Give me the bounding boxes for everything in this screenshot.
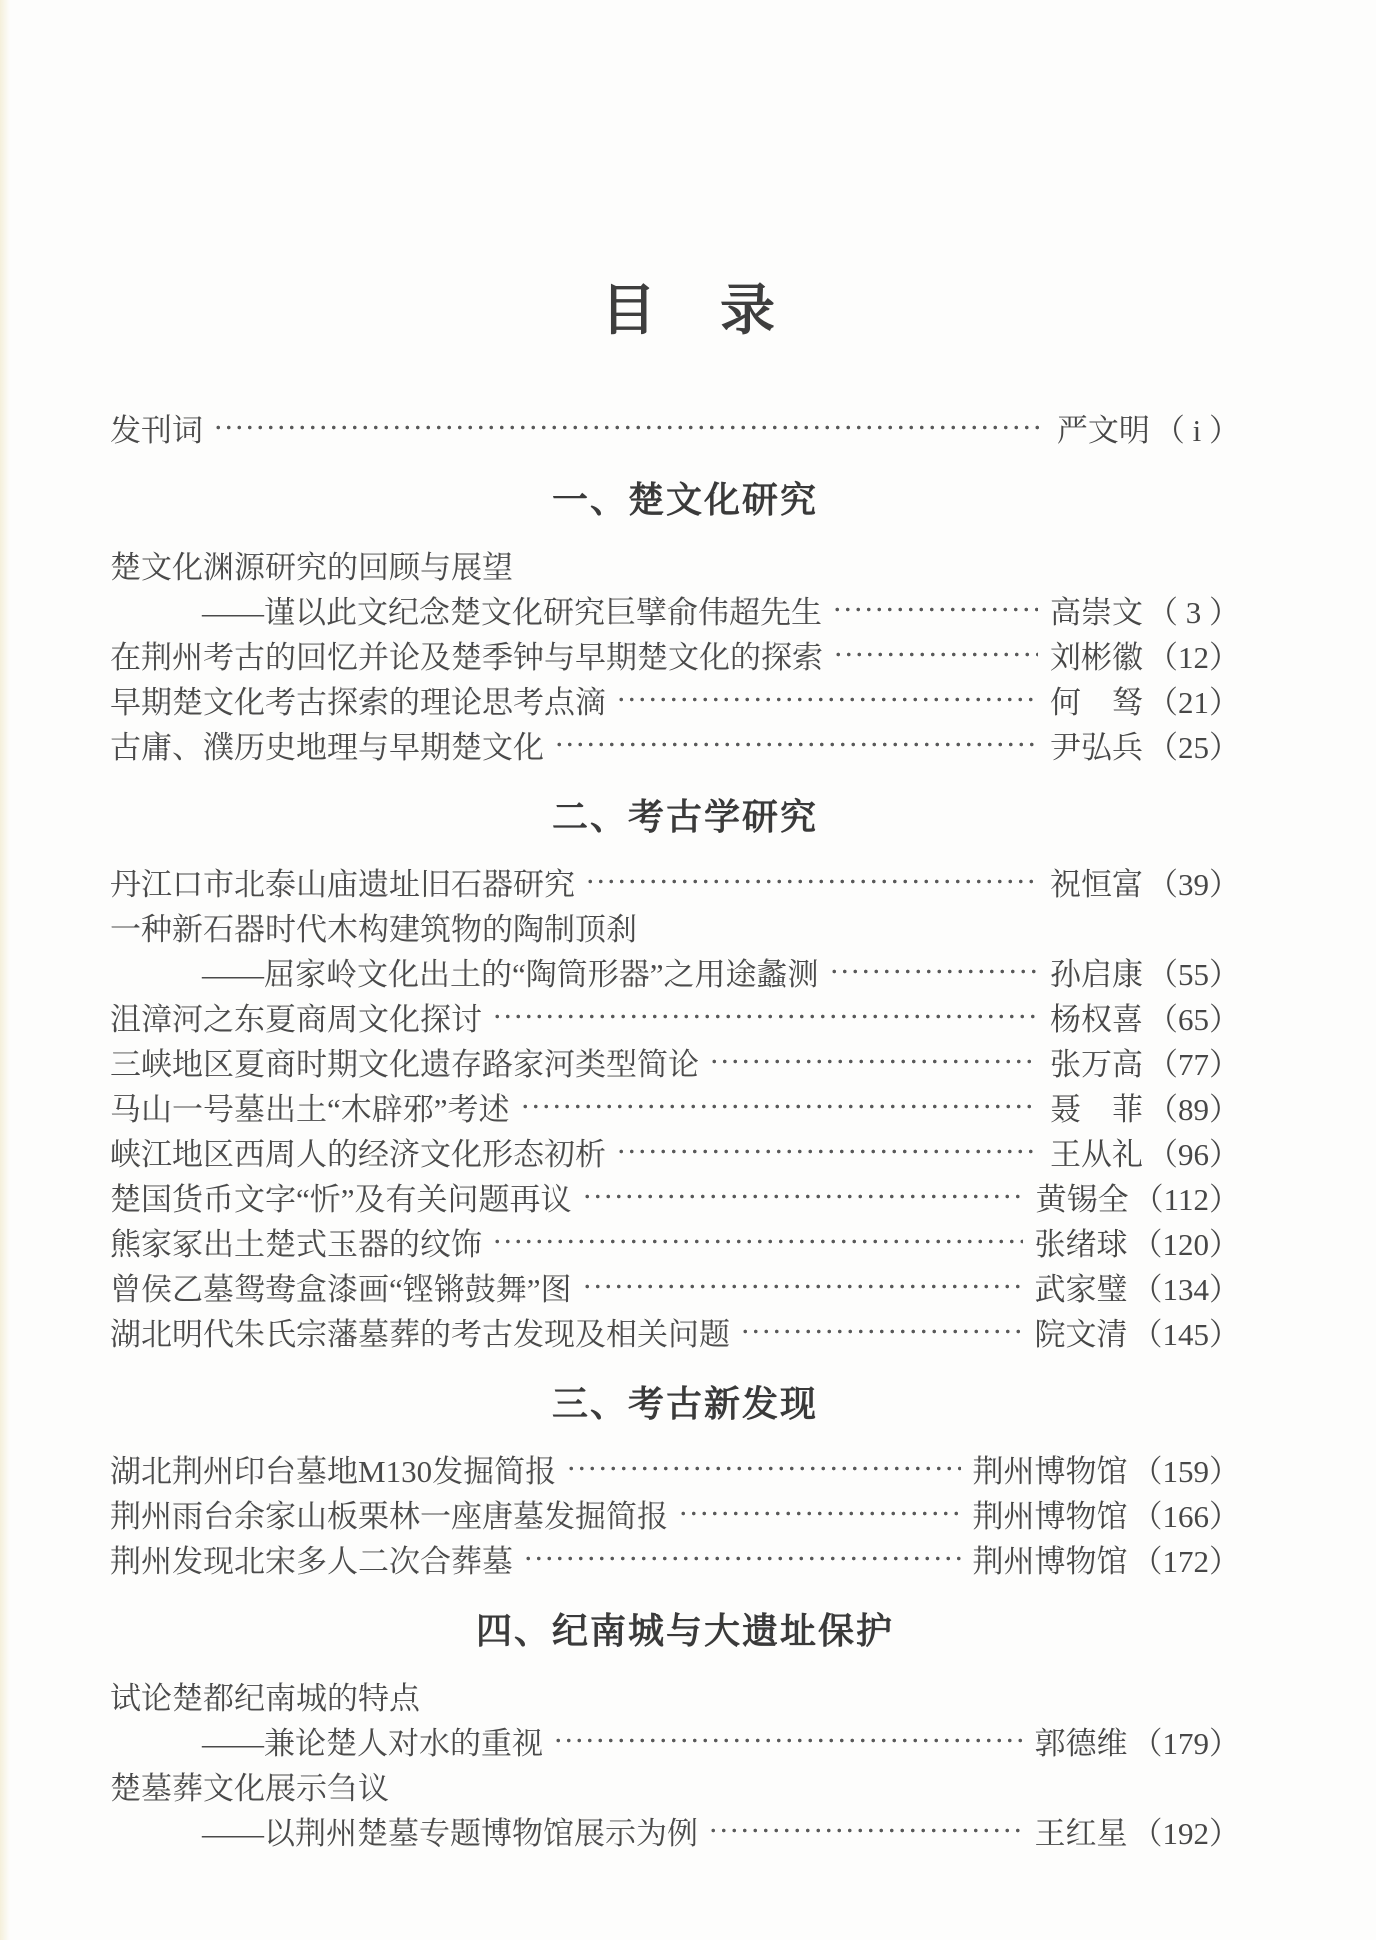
entry-ref (1035, 1264, 1241, 1309)
entry-subtitle: ——屈家岭文化出土的“陶筒形器”之用途蠡测 (202, 957, 819, 992)
entry-ref (973, 1536, 1241, 1581)
entry-subtitle: ——兼论楚人对水的重视 (202, 1726, 543, 1761)
entry-author: 荆州博物馆 (972, 1544, 1128, 1579)
dot-leader (518, 1084, 1038, 1129)
toc-entry (110, 1536, 1240, 1581)
entry-ref (1050, 1084, 1240, 1129)
entry-page-number: （21） (1147, 685, 1240, 720)
entry-author: 张万高 (1050, 1047, 1143, 1082)
toc-entry-title-line (110, 1763, 1240, 1808)
entry-title: 峡江地区西周人的经济文化形态初析 (110, 1137, 606, 1172)
dot-leader (552, 722, 1038, 767)
toc-entry (110, 1491, 1240, 1536)
dot-leader (706, 1808, 1023, 1853)
dot-leader (738, 1309, 1023, 1354)
entry-page-number: （65） (1147, 1002, 1240, 1037)
entry-title: 湖北荆州印台墓地M130发掘简报 (110, 1454, 557, 1489)
entry-title: 荆州雨台余家山板栗林一座唐墓发掘简报 (110, 1499, 668, 1534)
entry-ref (1050, 587, 1240, 632)
entry-subtitle: ——谨以此文纪念楚文化研究巨擘俞伟超先生 (202, 595, 822, 630)
entry-ref (1035, 1309, 1241, 1354)
entry-author: 聂 菲 (1050, 1092, 1143, 1127)
entry-title: 三峡地区夏商时期文化遗存路家河类型简论 (110, 1047, 699, 1082)
entry-page-number: （159） (1131, 1454, 1240, 1489)
entry-title: 一种新石器时代木构建筑物的陶制顶刹 (110, 912, 637, 947)
entry-author: 严文明 (1056, 413, 1150, 448)
entry-author: 王从礼 (1050, 1137, 1143, 1172)
entry-author: 荆州博物馆 (972, 1499, 1128, 1534)
toc-entry (110, 859, 1240, 904)
entry-title: 曾侯乙墓鸳鸯盒漆画“铿锵鼓舞”图 (110, 1272, 572, 1307)
entry-ref (1035, 1219, 1241, 1264)
entry-page-number: （179） (1131, 1726, 1240, 1761)
section-heading-2: 二、考古学研究 (551, 796, 818, 837)
entry-page-number: （55） (1147, 957, 1240, 992)
entry-ref (973, 1491, 1241, 1536)
entry-title: 楚文化渊源研究的回顾与展望 (110, 550, 513, 585)
dot-leader (830, 587, 1038, 632)
section-heading-1: 一、楚文化研究 (551, 479, 818, 520)
toc-entry-title-line (110, 1673, 1240, 1718)
entry-title: 丹江口市北泰山庙遗址旧石器研究 (110, 867, 575, 902)
entry-title: 马山一号墓出土“木辟邪”考述 (110, 1092, 510, 1127)
entry-ref (1057, 405, 1240, 450)
entry-author: 武家璧 (1034, 1272, 1128, 1307)
toc-entry (110, 994, 1240, 1039)
dot-leader (827, 949, 1038, 994)
entry-title: 沮漳河之东夏商周文化探讨 (110, 1002, 482, 1037)
toc-entry-title-line (110, 904, 1240, 949)
entry-author: 何 驽 (1050, 685, 1143, 720)
entry-page-number: （39） (1147, 867, 1240, 902)
page-title-char: 目 (600, 280, 656, 341)
entry-title: 发刊词 (110, 413, 203, 448)
entry-page-number: （89） (1147, 1092, 1240, 1127)
dot-leader (614, 1129, 1038, 1174)
entry-page-number: （120） (1131, 1227, 1240, 1262)
entry-author: 高崇文 (1050, 595, 1143, 630)
toc-entry (110, 632, 1240, 677)
toc-entry-subtitle-line (110, 949, 1240, 994)
section-heading-3: 三、考古新发现 (551, 1383, 818, 1424)
dot-leader (707, 1039, 1038, 1084)
entry-ref (1050, 949, 1240, 994)
dot-leader (676, 1491, 961, 1536)
section-heading-4: 四、纪南城与大遗址保护 (475, 1610, 894, 1651)
entry-page-number: （166） (1131, 1499, 1240, 1534)
entry-author: 王红星 (1034, 1816, 1128, 1851)
toc-entry (110, 1264, 1240, 1309)
entry-ref (1050, 1129, 1240, 1174)
entry-author: 孙启康 (1050, 957, 1143, 992)
entry-ref (973, 1446, 1241, 1491)
entry-ref (1050, 994, 1240, 1039)
entry-title: 早期楚文化考古探索的理论思考点滴 (110, 685, 606, 720)
toc-entry (110, 1446, 1240, 1491)
entry-ref (1035, 1718, 1241, 1763)
dot-leader (564, 1446, 960, 1491)
dot-leader (583, 859, 1038, 904)
entry-author: 院文清 (1034, 1317, 1128, 1352)
entry-page-number: （ i ） (1153, 413, 1240, 448)
toc-entry (110, 1084, 1240, 1129)
toc-entry (110, 1219, 1240, 1264)
toc-body (110, 405, 1240, 1853)
toc-entry (110, 677, 1240, 722)
entry-page-number: （134） (1131, 1272, 1240, 1307)
page-title (0, 281, 1376, 341)
toc-entry-subtitle-line (110, 1808, 1240, 1853)
entry-author: 刘彬徽 (1050, 640, 1143, 675)
entry-page-number: （192） (1131, 1816, 1240, 1851)
entry-page-number: （ 3 ） (1147, 595, 1240, 630)
entry-title: 楚国货币文字“忻”及有关问题再议 (110, 1182, 572, 1217)
entry-title: 湖北明代朱氏宗藩墓葬的考古发现及相关问题 (110, 1317, 730, 1352)
entry-title: 熊家冢出土楚式玉器的纹饰 (110, 1227, 482, 1262)
entry-page-number: （96） (1147, 1137, 1240, 1172)
entry-author: 黄锡全 (1035, 1182, 1129, 1217)
entry-ref (1050, 722, 1240, 767)
toc-entry-subtitle-line (110, 1718, 1240, 1763)
dot-leader (831, 632, 1038, 677)
entry-ref (1036, 1174, 1240, 1219)
entry-title: 荆州发现北宋多人二次合葬墓 (110, 1544, 513, 1579)
entry-page-number: （77） (1147, 1047, 1240, 1082)
toc-entry-subtitle-line (110, 587, 1240, 632)
toc-entry (110, 1309, 1240, 1354)
entry-page-number: （112） (1132, 1182, 1240, 1217)
entry-author: 荆州博物馆 (972, 1454, 1128, 1489)
toc-entry (110, 1129, 1240, 1174)
entry-ref (1035, 1808, 1241, 1853)
entry-ref (1050, 677, 1240, 722)
entry-page-number: （12） (1147, 640, 1240, 675)
dot-leader (614, 677, 1038, 722)
entry-page-number: （25） (1147, 730, 1240, 765)
dot-leader (551, 1718, 1023, 1763)
entry-ref (1050, 859, 1240, 904)
entry-page-number: （145） (1131, 1317, 1240, 1352)
dot-leader (211, 405, 1045, 450)
entry-title: 试论楚都纪南城的特点 (110, 1681, 420, 1716)
dot-leader (490, 994, 1038, 1039)
entry-title: 古庸、濮历史地理与早期楚文化 (110, 730, 544, 765)
entry-ref (1050, 632, 1240, 677)
toc-entry-foreword (110, 405, 1240, 450)
toc-entry (110, 1039, 1240, 1084)
dot-leader (521, 1536, 961, 1581)
entry-author: 杨权喜 (1050, 1002, 1143, 1037)
entry-title: 楚墓葬文化展示刍议 (110, 1771, 389, 1806)
toc-entry (110, 1174, 1240, 1219)
page-title-char: 录 (720, 280, 776, 341)
toc-entry-title-line (110, 542, 1240, 587)
dot-leader (490, 1219, 1023, 1264)
entry-author: 张绪球 (1034, 1227, 1128, 1262)
entry-subtitle: ——以荆州楚墓专题博物馆展示为例 (202, 1816, 698, 1851)
entry-ref (1050, 1039, 1240, 1084)
entry-title: 在荆州考古的回忆并论及楚季钟与早期楚文化的探索 (110, 640, 823, 675)
entry-page-number: （172） (1131, 1544, 1240, 1579)
entry-author: 郭德维 (1034, 1726, 1128, 1761)
entry-author: 祝恒富 (1050, 867, 1143, 902)
entry-author: 尹弘兵 (1050, 730, 1143, 765)
dot-leader (580, 1264, 1023, 1309)
dot-leader (580, 1174, 1024, 1219)
toc-entry (110, 722, 1240, 767)
